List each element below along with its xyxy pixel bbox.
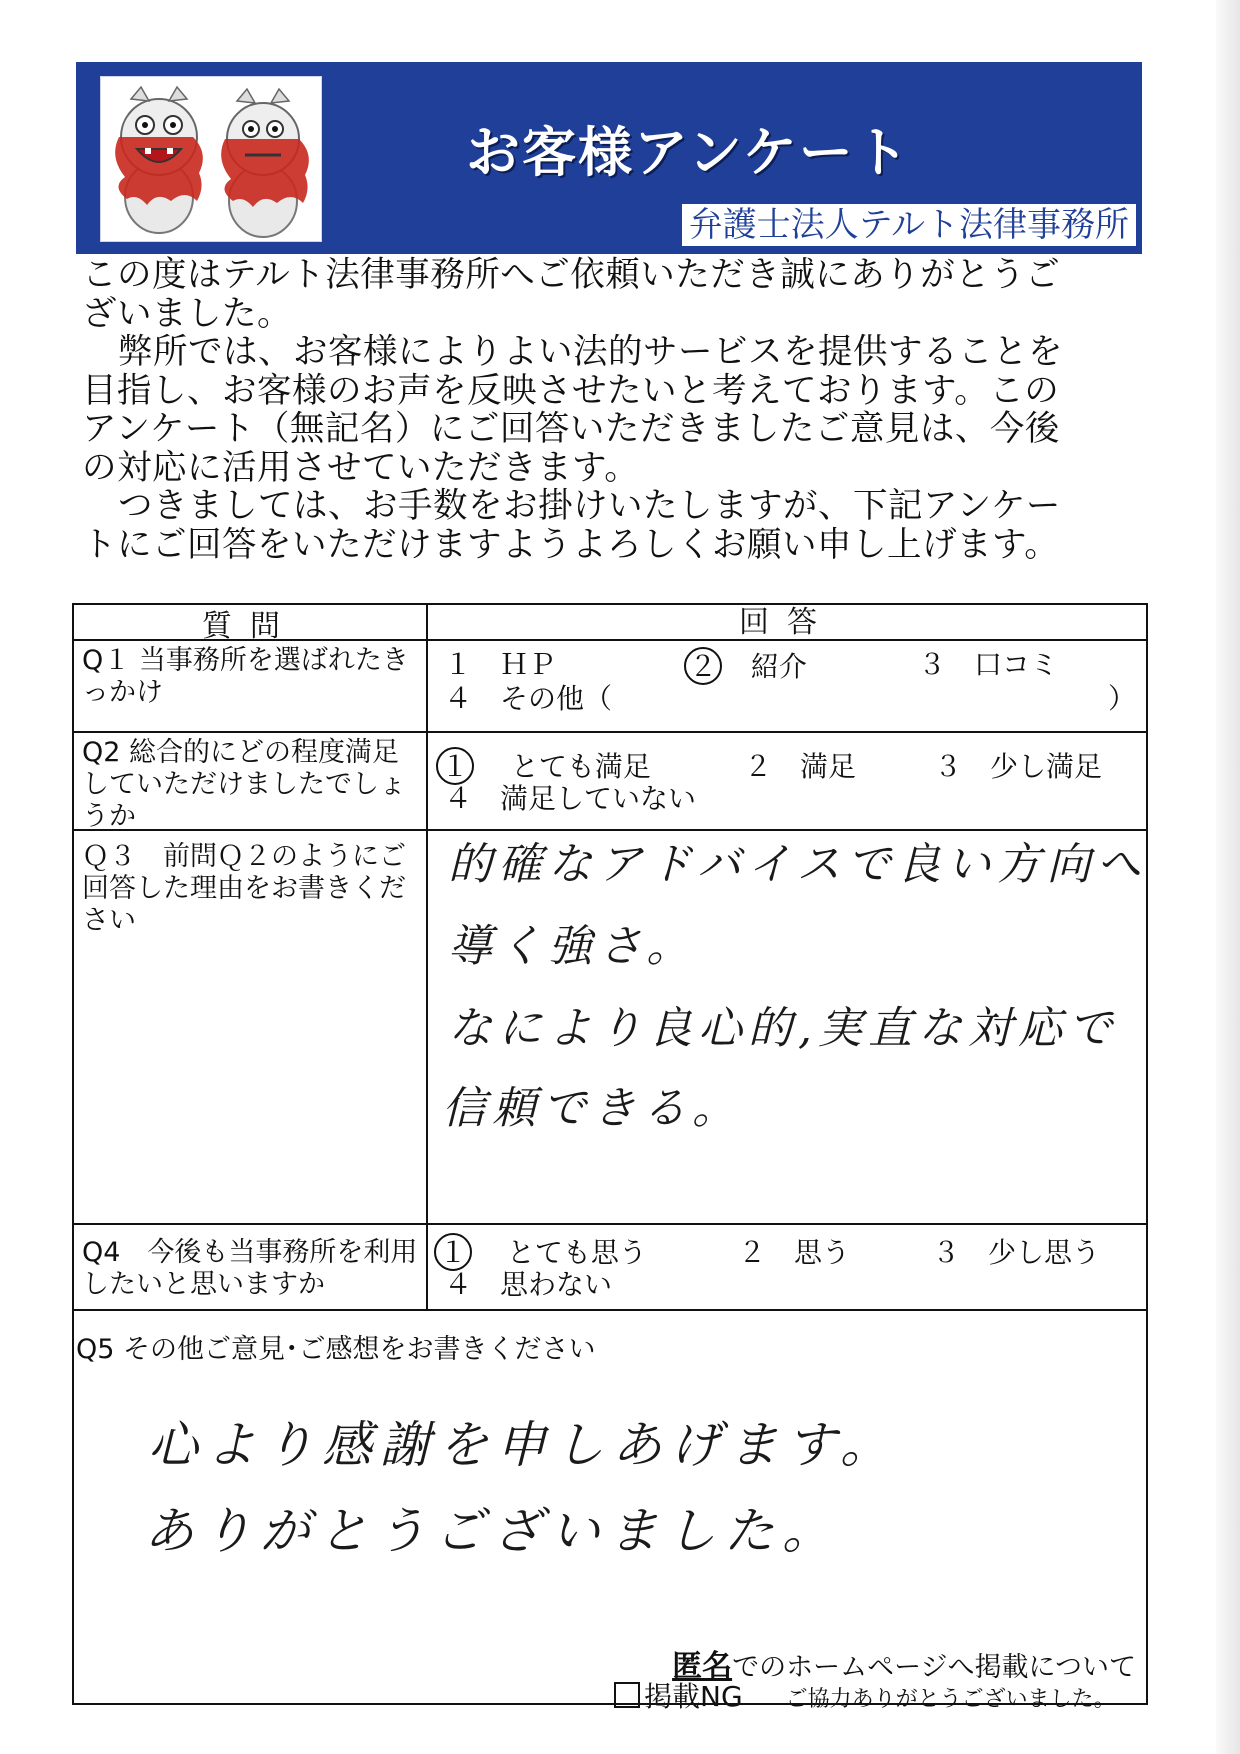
selected-circle: １ xyxy=(434,1233,472,1271)
q3-handwritten-line: 的確なアドバイスで良い方向へ xyxy=(448,839,1147,890)
q2-option-very-satisfied[interactable] xyxy=(442,747,651,785)
q1-option-other-close: ） xyxy=(1108,682,1137,715)
q5-question: Q5 その他ご意見･ご感想をお書きください xyxy=(76,1334,596,1365)
q2-answers xyxy=(428,733,1146,829)
column-header-question: 質問 xyxy=(74,605,428,639)
q1-option-hp[interactable]: １ ＨＰ xyxy=(444,648,557,681)
q1-option-other[interactable]: ４ その他（ xyxy=(444,682,613,715)
intro-line: トにご回答をいただけますようよろしくお願い申し上げます。 xyxy=(82,524,1060,565)
posting-ng-row xyxy=(614,1675,1116,1715)
selected-circle: ２ xyxy=(684,647,722,685)
q4-question: Q4 今後も当事務所を利用したいと思いますか xyxy=(74,1225,428,1309)
intro-line: 目指し、お客様のお声を反映させたいと考えております。この xyxy=(82,370,1060,411)
firm-name: 弁護士法人テルト法律事務所 xyxy=(682,204,1136,246)
q2-option-very-satisfied-label: とても満足 xyxy=(510,750,651,783)
intro-line: 弊所では、お客様によりよい法的サービスを提供することを xyxy=(118,332,1063,372)
q3-handwritten-line: 導く強さ。 xyxy=(448,921,697,972)
q1-row xyxy=(74,641,1146,733)
q1-option-referral[interactable] xyxy=(690,647,807,685)
anonymous-emphasis: 匿名 xyxy=(672,1649,733,1684)
q4-option-strongly-agree-label: とても思う xyxy=(506,1236,647,1269)
table-header-row xyxy=(74,605,1146,644)
page-edge xyxy=(1216,0,1240,1754)
q4-option-agree[interactable]: ２ 思う xyxy=(738,1236,851,1269)
q2-question: Q2 総合的にどの程度満足していただけましたでしょうか xyxy=(74,733,428,829)
q2-option-satisfied[interactable]: ２ 満足 xyxy=(744,750,857,783)
intro-text xyxy=(82,256,1146,564)
q4-row xyxy=(74,1225,1146,1311)
intro-line: の対応に活用させていただきます。 xyxy=(82,447,640,488)
page-title: お客様アンケート xyxy=(466,121,911,184)
q3-answer-area xyxy=(428,831,1146,1223)
intro-line: アンケート（無記名）にご回答いただきましたご意見は、今後 xyxy=(82,409,1060,449)
q3-question: Ｑ３ 前問Ｑ２のようにご回答した理由をお書きください xyxy=(74,831,428,1223)
q1-option-referral-label: 紹介 xyxy=(750,650,807,683)
q5-handwritten-line: 心より感謝を申しあげます。 xyxy=(148,1416,898,1474)
posting-ng-checkbox[interactable] xyxy=(614,1682,640,1708)
q5-handwritten-line: ありがとうございました。 xyxy=(144,1502,840,1560)
shisa-mascot-image xyxy=(100,76,322,242)
q4-answers xyxy=(428,1225,1146,1309)
q3-handwritten-line: 信頼できる。 xyxy=(442,1083,742,1134)
intro-line: ざいました。 xyxy=(82,293,292,334)
intro-line: つきましては、お手数をお掛けいたしますが、下記アンケー xyxy=(118,486,1061,526)
q2-option-not-satisfied[interactable]: ４ 満足していない xyxy=(444,782,697,815)
thanks-text: ご協力ありがとうございました。 xyxy=(785,1687,1116,1712)
q1-option-word-of-mouth[interactable]: ３ 口コミ xyxy=(918,648,1059,681)
q2-row xyxy=(74,733,1146,831)
survey-table xyxy=(72,603,1148,1713)
selected-circle: １ xyxy=(436,747,474,785)
posting-ng-label: 掲載NG xyxy=(644,1680,743,1713)
intro-line: この度はテルト法律事務所へご依頼いただき誠にありがとうご xyxy=(82,255,1061,295)
column-header-answer: 回答 xyxy=(739,605,835,640)
header-banner xyxy=(76,62,1142,254)
q1-question: Q１ 当事務所を選ばれたきっかけ xyxy=(74,641,428,731)
q2-option-somewhat-satisfied[interactable]: ３ 少し満足 xyxy=(934,750,1103,783)
q1-answers xyxy=(428,641,1146,731)
q3-row xyxy=(74,831,1146,1225)
anonymous-notice-text: でのホームページへ掲載について xyxy=(732,1652,1136,1683)
q4-option-strongly-agree[interactable] xyxy=(440,1233,647,1271)
q4-option-somewhat-agree[interactable]: ３ 少し思う xyxy=(932,1236,1101,1269)
q4-option-disagree[interactable]: ４ 思わない xyxy=(444,1268,613,1301)
q3-handwritten-line: なにより良心的,実直な対応で xyxy=(448,1003,1118,1054)
shisa-pair-icon xyxy=(101,77,321,241)
